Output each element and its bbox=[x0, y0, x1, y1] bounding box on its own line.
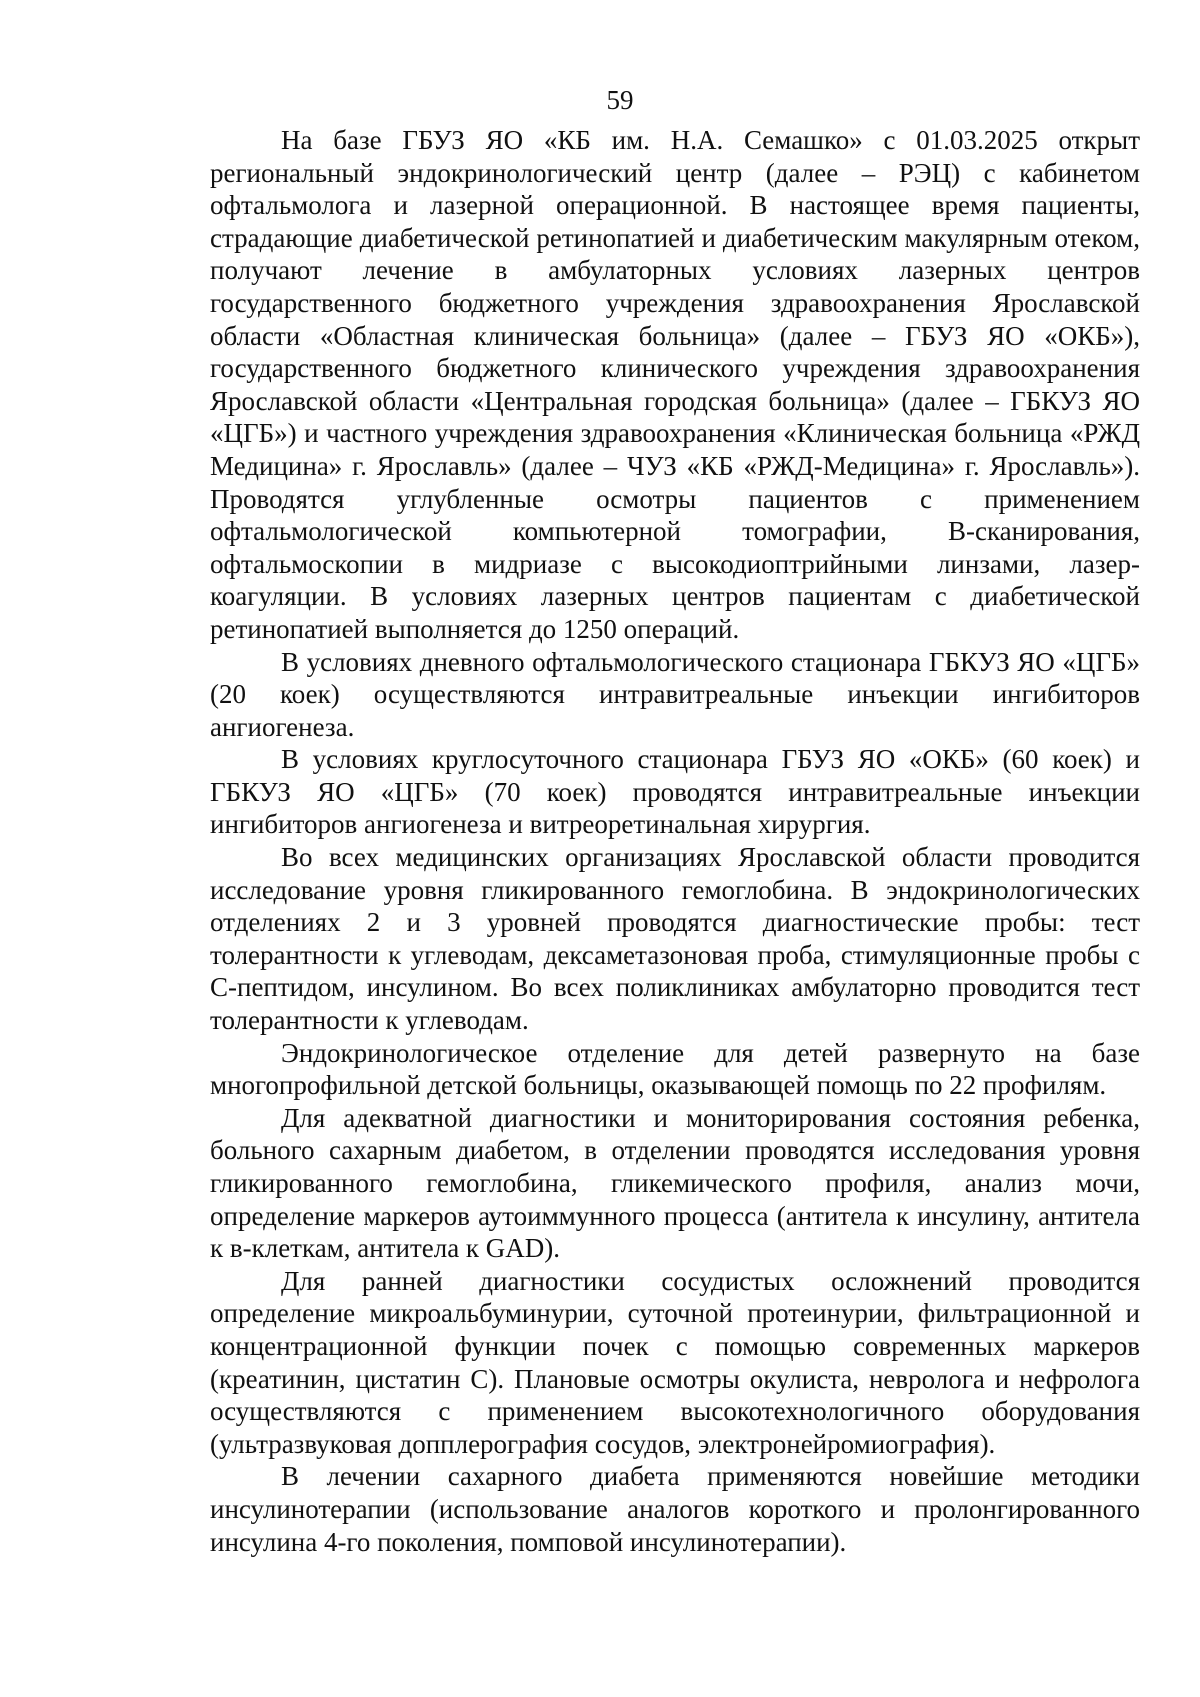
document-body bbox=[210, 124, 1140, 1558]
page-number: 59 bbox=[606, 85, 634, 115]
paragraph-vascular-complications: Для ранней диагностики сосудистых осложнений проводится определение микроальбуминурии, суточной протеинурии, фильтрационной и концентрационной функции почек с помощью современных маркеров (креатинин, цистатин С). Плановые осмотры окулиста, невролога и нефролога осуществляются с применением высокотехнологичного оборудования (ультразвуковая допплерография сосудов, электронейромиография). bbox=[210, 1265, 1140, 1459]
paragraph-insulin-therapy: В лечении сахарного диабета применяются новейшие методики инсулинотерапии (использование аналогов короткого и пролонгированного инсулина 4-го поколения, помповой инсулинотерапии). bbox=[210, 1461, 1140, 1557]
paragraph-children-department: Эндокринологическое отделение для детей развернуто на базе многопрофильной детской больницы, оказывающей помощь по 22 профилям. bbox=[210, 1037, 1140, 1101]
paragraph-day-hospital: В условиях дневного офтальмологического стационара ГБКУЗ ЯО «ЦГБ» (20 коек) осуществляются интравитреальные инъекции ингибиторов ангиогенеза. bbox=[210, 646, 1140, 742]
paragraph-child-monitoring: Для адекватной диагностики и мониторирования состояния ребенка, больного сахарным диабетом, в отделении проводятся исследования уровня гликированного гемоглобина, гликемического профиля, анализ мочи, определение маркеров аутоиммунного процесса (антитела к инсулину, антитела к в-клеткам, антитела к GAD). bbox=[210, 1102, 1140, 1264]
paragraph-glycated-hemoglobin: Во всех медицинских организациях Ярославской области проводится исследование уровня гликированного гемоглобина. В эндокринологических отделениях 2 и 3 уровней проводятся диагностические пробы: тест толерантности к углеводам, дексаметазоновая проба, стимуляционные пробы с С-пептидом, инсулином. Во всех поликлиниках амбулаторно проводится тест толерантности к углеводам. bbox=[210, 842, 1140, 1036]
paragraph-round-the-clock-hospital: В условиях круглосуточного стационара ГБУЗ ЯО «ОКБ» (60 коек) и ГБКУЗ ЯО «ЦГБ» (70 коек) проводятся интравитреальные инъекции ингибиторов ангиогенеза и витреоретинальная хирургия. bbox=[210, 744, 1140, 840]
paragraph-regional-center: На базе ГБУЗ ЯО «КБ им. Н.А. Семашко» с 01.03.2025 открыт региональный эндокринологический центр (далее – РЭЦ) с кабинетом офтальмолога и лазерной операционной. В настоящее время пациенты, страдающие диабетической ретинопатией и диабетическим макулярным отеком, получают лечение в амбулаторных условиях лазерных центров государственного бюджетного учреждения здравоохранения Ярославской области «Областная клиническая больница» (далее – ГБУЗ ЯО «ОКБ»), государственного бюджетного клинического учреждения здравоохранения Ярославской области «Центральная городская больница» (далее – ГБКУЗ ЯО «ЦГБ») и частного учреждения здравоохранения «Клиническая больница «РЖД Медицина» г. Ярославль» (далее – ЧУЗ «КБ «РЖД-Медицина» г. Ярославль»). Проводятся углубленные осмотры пациентов с применением офтальмологической компьютерной томографии, В-сканирования, офтальмоскопии в мидриазе с высокодиоптрийными линзами, лазер-коагуляции. В условиях лазерных центров пациентам с диабетической ретинопатией выполняется до 1250 операций. bbox=[210, 125, 1140, 644]
